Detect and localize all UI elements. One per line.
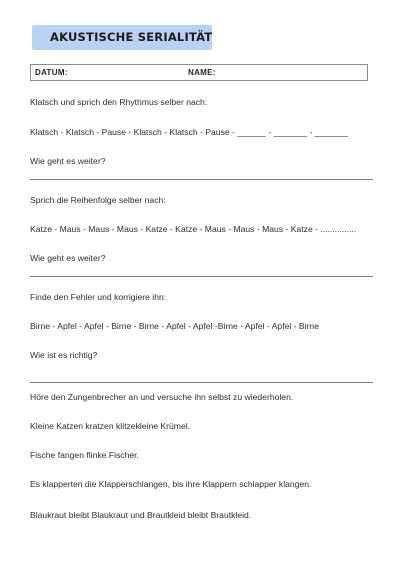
section-2-prompt: Sprich die Reihenfolge selber nach:	[30, 195, 166, 205]
section-1-prompt: Klatsch und sprich den Rhythmus selber nach:	[30, 97, 208, 107]
tongue-twister: Fische fangen flinke Fischer.	[30, 450, 139, 460]
section-2-question: Wie geht es weiter?	[30, 253, 106, 263]
section-divider	[30, 179, 373, 180]
tongue-twister: Kleine Katzen kratzen klitzekleine Krümel.	[30, 421, 191, 431]
date-name-box	[30, 64, 368, 81]
tongue-twister: Es klapperten die Klapperschlangen, bis ihre Klappern schlapper klangen.	[30, 479, 312, 489]
worksheet-title: AKUSTISCHE SERIALITÄT	[50, 30, 213, 44]
tongue-twister: Blaukraut bleibt Blaukraut und Brautkleid bleibt Brautkleid.	[30, 510, 252, 520]
section-divider	[30, 276, 373, 277]
date-label: DATUM:	[35, 68, 68, 77]
name-label: NAME:	[188, 68, 216, 77]
section-divider	[30, 382, 373, 383]
section-3-prompt: Finde den Fehler und korrigiere ihn:	[30, 292, 167, 302]
section-3-question: Wie ist es richtig?	[30, 350, 98, 360]
section-1-sequence: Klatsch - Klatsch - Pause - Klatsch - Klatsch - Pause - ______ - _______ - _______	[30, 127, 349, 137]
section-1-question: Wie geht es weiter?	[30, 156, 106, 166]
section-2-sequence: Katze - Maus - Maus - Maus - Katze - Katze - Maus - Maus - Maus - Katze - ...............	[30, 224, 357, 234]
section-4-prompt: Höre den Zungenbrecher an und versuche ihn selbst zu wiederholen.	[30, 392, 294, 402]
section-3-sequence: Birne - Apfel - Apfel - Birne - Birne - Apfel - Apfel -Birne - Apfel - Apfel - Birne	[30, 321, 319, 331]
